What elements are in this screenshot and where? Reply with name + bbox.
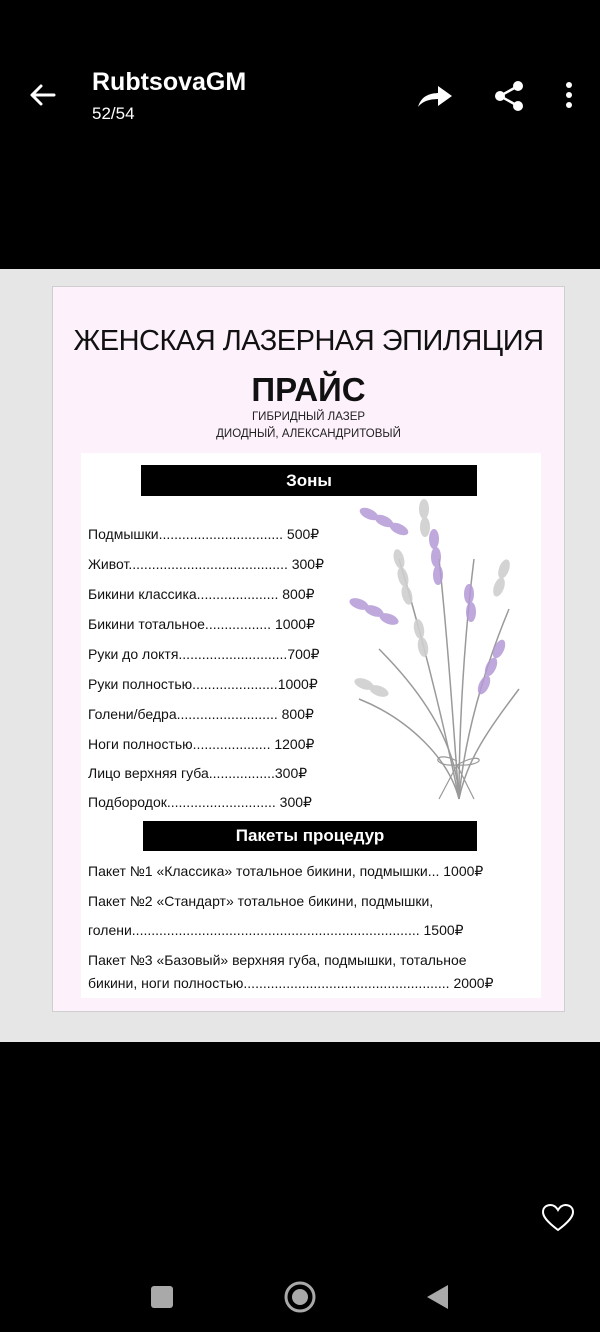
home-button[interactable]	[282, 1279, 318, 1315]
package-line: голени.......................................................................... 1500₽	[88, 922, 464, 938]
zone-item: Голени/бедра.......................... 800₽	[88, 706, 314, 722]
forward-arrow-icon	[414, 76, 456, 116]
photo-counter: 52/54	[92, 104, 135, 123]
more-options-button[interactable]	[556, 76, 582, 116]
zone-item: Бикини тотальное................. 1000₽	[88, 616, 316, 632]
like-button[interactable]	[540, 1202, 576, 1234]
package-line: Пакет №1 «Классика» тотальное бикини, подмышки... 1000₽	[88, 863, 484, 879]
price-panel	[81, 453, 541, 998]
zone-item: Ноги полностью.................... 1200₽	[88, 736, 315, 752]
lavender-bouquet-illustration	[339, 499, 539, 819]
zone-item: Подбородок............................ 300₽	[88, 794, 312, 810]
zone-item: Живот......................................... 300₽	[88, 556, 324, 572]
back-button[interactable]	[22, 76, 62, 116]
poster-title: ЖЕНСКАЯ ЛАЗЕРНАЯ ЭПИЛЯЦИЯ	[73, 325, 544, 357]
laser-type-line2: ДИОДНЫЙ, АЛЕКСАНДРИТОВЫЙ	[216, 428, 401, 440]
circle-icon	[282, 1279, 318, 1315]
price-list-poster	[52, 286, 565, 1012]
more-vertical-icon	[556, 76, 582, 116]
system-back-button[interactable]	[424, 1282, 450, 1312]
triangle-icon	[424, 1282, 450, 1312]
share-button[interactable]	[490, 76, 528, 116]
package-line: бикини, ноги полностью..................................................... 2000₽	[88, 975, 494, 991]
share-icon	[490, 76, 528, 116]
laser-type-line1: ГИБРИДНЫЙ ЛАЗЕР	[251, 411, 366, 423]
arrow-left-icon	[22, 76, 62, 116]
recent-apps-button[interactable]	[149, 1284, 175, 1310]
package-line: Пакет №2 «Стандарт» тотальное бикини, подмышки,	[88, 893, 434, 909]
zone-item: Руки полностью......................1000₽	[88, 676, 318, 692]
zone-item: Подмышки................................ 500₽	[88, 526, 320, 542]
poster-subtitle: ПРАЙС	[251, 371, 366, 408]
forward-button[interactable]	[414, 76, 456, 116]
zones-header: Зоны	[141, 465, 477, 496]
square-icon	[149, 1284, 175, 1310]
packages-header: Пакеты процедур	[143, 821, 477, 851]
zone-item: Бикини классика..................... 800₽	[88, 586, 315, 602]
album-title: RubtsovaGM	[92, 68, 247, 96]
zone-item: Руки до локтя............................700₽	[88, 646, 320, 662]
top-app-bar	[0, 0, 600, 160]
heart-icon	[540, 1202, 576, 1234]
package-line: Пакет №3 «Базовый» верхняя губа, подмышки, тотальное	[88, 952, 467, 968]
zone-item: Лицо верхняя губа.................300₽	[88, 765, 308, 781]
